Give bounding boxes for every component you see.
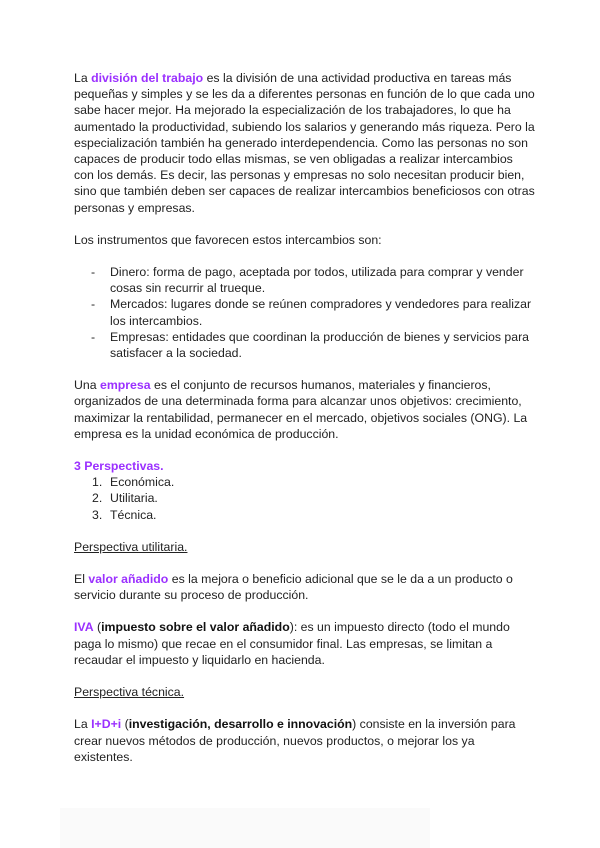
instrumentos-list [74, 264, 536, 361]
list-number: 1. [92, 475, 103, 490]
text: Una [74, 378, 100, 393]
text: ): es un impuesto directo (todo el mundo paga lo mismo) que recae en el consumidor final. Las empresas, se limitan a recaudar el impuesto y liquidarlo en hacienda. [74, 620, 510, 667]
footer-shade [60, 808, 430, 848]
paragraph-empresa [74, 377, 536, 442]
list-number: 2. [92, 491, 103, 506]
subheading-tecnica: Perspectiva técnica. [74, 685, 185, 700]
paragraph-instrumentos-intro: Los instrumentos que favorecen estos intercambios son: [74, 232, 382, 247]
list-item [74, 474, 536, 490]
list-number: 3. [92, 507, 103, 522]
paragraph-idi [74, 716, 536, 765]
term-highlight: división del trabajo [91, 71, 204, 85]
text: es la división de una actividad productiva en tareas más pequeñas y simples y se les da a diferentes personas en función de lo que cada uno sabe hacer mejor. Ha mejorado la especialización de los trabajadores, lo que ha aumentado la productividad, subiendo los salarios y generando más riqueza. Pero la especialización también ha generado interdependencia. Como las personas no son capaces de producir todo ellas mismas, se ven obligadas a realizar intercambios con los demás. Es decir, las personas y empresas no solo necesitan producir bien, sino que también deben ser capaces de realizar intercambios beneficiosos con otras personas y empresas. [74, 71, 535, 215]
list-label: Utilitaria. [110, 491, 158, 506]
list-item: - Mercados: lugares donde se reúnen compradores y vendedores para realizar los intercambios. [74, 296, 536, 328]
term-highlight: I+D+i [91, 717, 122, 732]
list-item [74, 490, 536, 506]
list-item [74, 507, 536, 523]
subheading-utilitaria: Perspectiva utilitaria. [74, 539, 188, 554]
text: ) consiste en la inversión para crear nuevos métodos de producción, nuevos productos, o mejorar los ya existentes. [74, 717, 516, 764]
list-label: Económica. [110, 475, 175, 490]
document-body [74, 70, 536, 765]
text: es la mejora o beneficio adicional que se le da a un producto o servicio durante su proceso de producción. [74, 572, 513, 603]
paragraph-valor-anadido [74, 571, 536, 603]
text: es el conjunto de recursos humanos, materiales y financieros, organizados de una determinada forma para alcanzar unos objetivos: crecimiento, maximizar la rentabilidad, permanecer en el mercado, objetivos sociales (ONG). La empresa es la unidad económica de producción. [74, 378, 528, 441]
text: La [74, 717, 92, 732]
text: ( [121, 717, 129, 732]
perspectivas-list [74, 474, 536, 523]
term-bold: investigación, desarrollo e innovación [128, 717, 353, 732]
paragraph-iva [74, 619, 536, 668]
term-highlight: IVA [74, 620, 94, 635]
paragraph-division-trabajo [74, 70, 536, 216]
text: El [74, 572, 89, 587]
term-highlight: empresa [99, 378, 151, 393]
term-highlight: valor añadido [88, 572, 169, 587]
perspectivas-heading: 3 Perspectivas. [74, 459, 164, 474]
list-item: - Empresas: entidades que coordinan la producción de bienes y servicios para satisfacer a la sociedad. [74, 329, 536, 361]
list-item: - Dinero: forma de pago, aceptada por todos, utilizada para comprar y vender cosas sin recurrir al trueque. [74, 264, 536, 296]
list-label: Técnica. [110, 507, 157, 522]
text: ( [93, 620, 102, 635]
text: La [74, 71, 92, 85]
term-bold: impuesto sobre el valor añadido [101, 620, 290, 635]
